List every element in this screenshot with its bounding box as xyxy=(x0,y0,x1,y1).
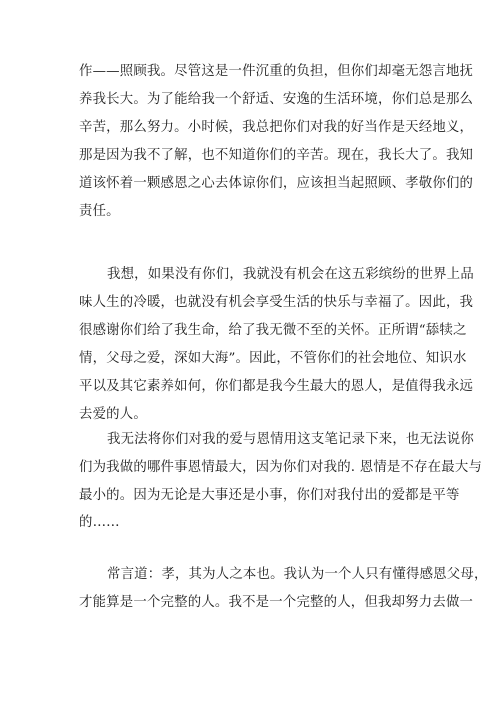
paragraph-1-line-6: 责任。 xyxy=(79,204,120,219)
paragraph-2-line-3: 很感谢你们给了我生命，给了我无微不至的关怀。正所谓“舔犊之 xyxy=(79,323,467,338)
paragraph-3-line-1: 我无法将你们对我的爱与恩情用这支笔记录下来，也无法说你 xyxy=(107,432,474,447)
paragraph-2-line-5: 平以及其它素养如何，你们都是我今生最大的恩人，是值得我永远 xyxy=(79,379,474,394)
paragraph-1-line-3: 辛苦，那么努力。小时候，我总把你们对我的好当作是天经地义， xyxy=(79,120,474,135)
paragraph-2-line-6: 去爱的人。 xyxy=(79,407,147,422)
paragraph-3-line-3: 最小的。因为无论是大事还是小事，你们对我付出的爱都是平等 xyxy=(79,488,460,503)
paragraph-4-line-1: 常言道：孝，其为人之本也。我认为一个人只有懂得感恩父母， xyxy=(107,567,488,582)
paragraph-3-line-2: 们为我做的哪件事恩情最大，因为你们对我的. 恩情是不存在最大与 xyxy=(79,460,483,475)
paragraph-1-line-1: 作——照顾我。尽管这是一件沉重的负担，但你们却毫无怨言地抚 xyxy=(79,64,474,79)
paragraph-3-line-4: 的…… xyxy=(79,515,120,530)
paragraph-1-line-2: 养我长大。为了能给我一个舒适、安逸的生活环境，你们总是那么 xyxy=(79,92,474,107)
paragraph-1-line-5: 道该怀着一颗感恩之心去体谅你们，应该担当起照顾、孝敬你们的 xyxy=(79,176,474,191)
paragraph-2-line-2: 味人生的冷暖，也就没有机会享受生活的快乐与幸福了。因此，我 xyxy=(79,295,474,310)
paragraph-2-line-1: 我想，如果没有你们，我就没有机会在这五彩缤纷的世界上品 xyxy=(107,267,474,282)
paragraph-2-line-4: 情，父母之爱，深如大海”。因此，不管你们的社会地位、知识水 xyxy=(79,351,467,366)
paragraph-1-line-4: 那是因为我不了解，也不知道你们的辛苦。现在，我长大了。我知 xyxy=(79,148,474,163)
paragraph-4-line-2: 才能算是一个完整的人。我不是一个完整的人，但我却努力去做一 xyxy=(79,595,474,610)
